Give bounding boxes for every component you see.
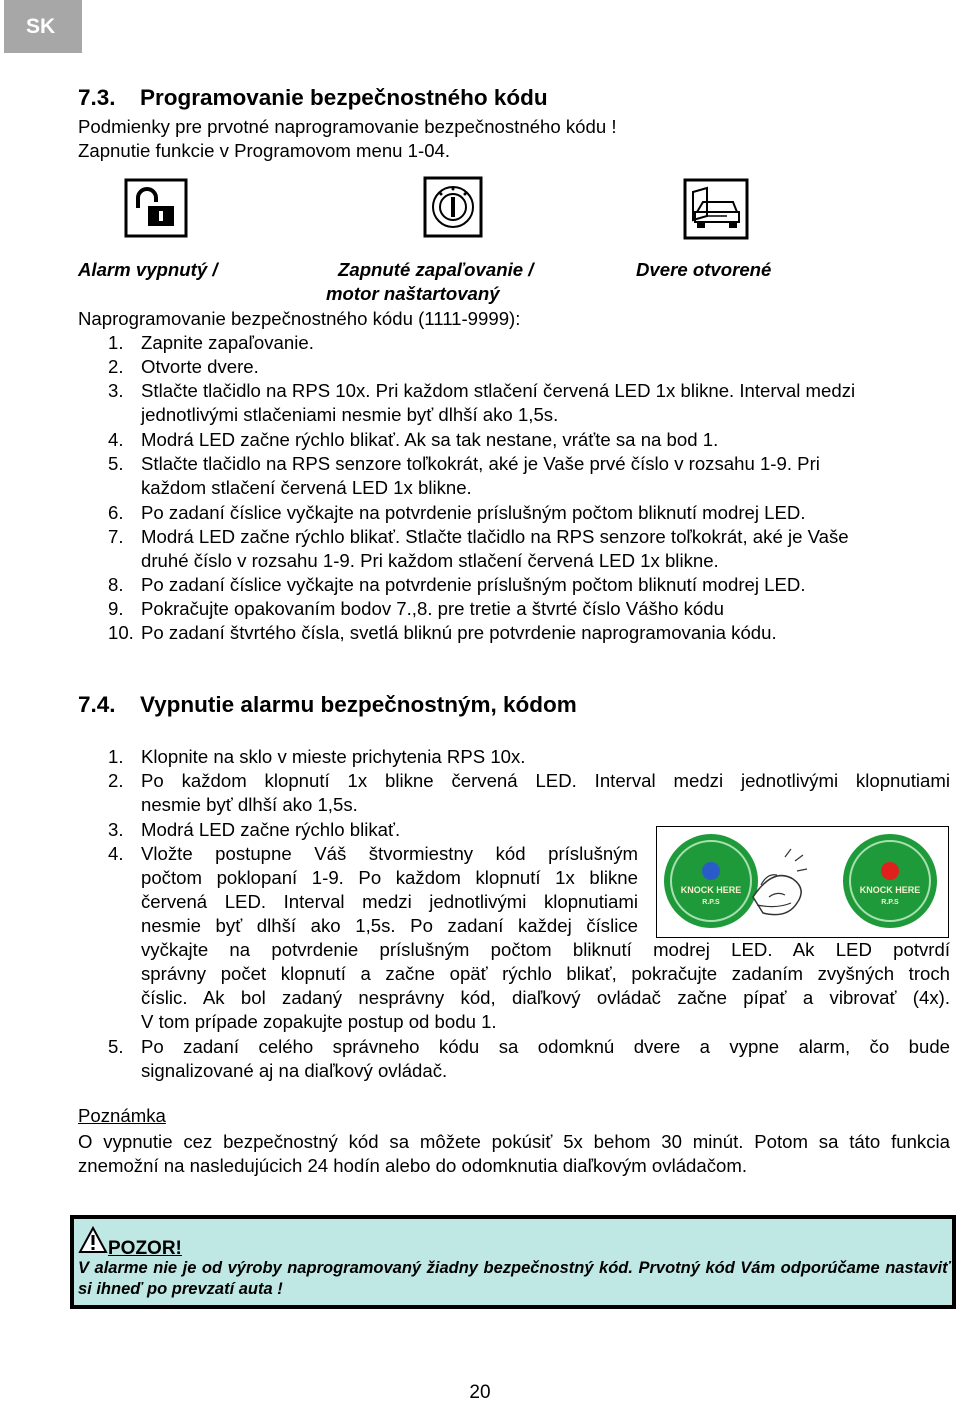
- red-led-icon: [881, 862, 899, 880]
- knocking-hand-icon: [753, 876, 801, 915]
- page-number: 20: [469, 1382, 491, 1403]
- list-item: 1. Zapnite zapaľovanie.: [108, 332, 314, 353]
- warning-title: POZOR!: [108, 1238, 182, 1259]
- note-text: O vypnutie cez bezpečnostný kód sa môžete pokúsiť 5x behom 30 minút. Potom sa táto funkcia znemožní na nasledujúcich 24 hodín alebo do odomknutia diaľkovým ovládačom.: [78, 1131, 950, 1176]
- list-item: 4. Vložte postupne Váš štvormiestny kód príslušným počtom poklopaní 1-9. Po každom klopnutí 1x blikne červená LED. Interval medzi jednotlivými klopnutiami nesmie byť dlhší ako 1,5s. Po zadaní každej číslice: [108, 843, 638, 936]
- list-item: 6. Po zadaní číslice vyčkajte na potvrdenie príslušným počtom bliknutí modrej LED.: [108, 502, 806, 523]
- list-item: 3. Stlačte tlačidlo na RPS 10x. Pri každom stlačení červená LED 1x blikne. Interval medzi jednotlivými stlačeniami nesmie byť dlhší ako 1,5s.: [108, 380, 856, 425]
- label-alarm-off: Alarm vypnutý /: [78, 259, 218, 280]
- knock-sensor-graphic: [657, 827, 947, 936]
- section-title: Programovanie bezpečnostného kódu: [140, 85, 548, 110]
- programming-intro: Naprogramovanie bezpečnostného kódu (1111-9999):: [78, 308, 521, 329]
- alarm-off-padlock-icon: [124, 178, 188, 238]
- open-door-car-icon: [683, 178, 749, 240]
- warning-text: V alarme nie je od výroby naprogramovaný žiadny bezpečnostný kód. Prvotný kód Vám odporúčame nastaviť si ihneď po prevzatí auta !: [78, 1259, 950, 1298]
- note-heading: Poznámka: [78, 1105, 166, 1126]
- section-number: 7.4.: [78, 692, 116, 717]
- knock-label-left: KNOCK HERE: [680, 885, 742, 895]
- section-number: 7.3.: [78, 85, 116, 110]
- green-sensor-circle-right: [843, 834, 937, 928]
- list-item: 5. Po zadaní celého správneho kódu sa odomknú dvere a vypne alarm, čo bude signalizované aj na diaľkový ovládač.: [108, 1036, 950, 1081]
- list-item: 1. Klopnite na sklo v mieste prichytenia RPS 10x.: [108, 746, 526, 767]
- list-item: 7. Modrá LED začne rýchlo blikať. Stlačte tlačidlo na RPS senzore toľkokrát, aké je Vaše druhé číslo v rozsahu 1-9. Pri každom stlačení červená LED 1x blikne.: [108, 526, 849, 571]
- label-door-open: Dvere otvorené: [636, 259, 772, 280]
- list-item: 2. Po každom klopnutí 1x blikne červená LED. Interval medzi jednotlivými klopnutiami nesmie byť dlhší ako 1,5s.: [108, 770, 950, 815]
- list-item: 2. Otvorte dvere.: [108, 356, 259, 377]
- list-item: 5. Stlačte tlačidlo na RPS senzore toľkokrát, aké je Vaše prvé číslo v rozsahu 1-9. Pri každom stlačení červená LED 1x blikne.: [108, 453, 820, 498]
- list-item-continued: vyčkajte na potvrdenie príslušným počtom bliknutí modrej LED. Ak LED potvrdí správny počet klopnutí a začne opäť rýchlo blikať, pokračujte zadaním zvyšných troch číslic. Ak bol zadaný nesprávny kód, diaľkový ovládač začne pípať a vibrovať (4x). V tom prípade zopakujte postup od bodu 1.: [141, 939, 950, 1032]
- condition-line-1: Podmienky pre prvotné naprogramovanie bezpečnostného kódu !: [78, 116, 617, 137]
- blue-led-icon: [702, 862, 720, 880]
- ignition-key-icon: [423, 176, 483, 238]
- knock-label-right: KNOCK HERE: [859, 885, 921, 895]
- condition-line-2: Zapnutie funkcie v Programovom menu 1-04.: [78, 140, 451, 161]
- label-ignition-on: Zapnuté zapaľovanie /: [338, 259, 534, 280]
- list-item: 3. Modrá LED začne rýchlo blikať.: [108, 819, 401, 840]
- warning-triangle-icon: [78, 1226, 108, 1254]
- rps-label-right: R.P.S: [881, 899, 899, 906]
- list-item: 9. Pokračujte opakovaním bodov 7.,8. pre tretie a štvrté číslo Vášho kódu: [108, 598, 724, 619]
- language-badge: SK: [4, 0, 82, 53]
- list-item: 10. Po zadaní štvrtého čísla, svetlá bliknú pre potvrdenie naprogramovania kódu.: [108, 622, 777, 643]
- section-7-4-heading: [78, 693, 577, 717]
- knock-sensor-illustration: [656, 826, 949, 938]
- label-engine-not-started: motor naštartovaný: [326, 283, 500, 304]
- list-item: 8. Po zadaní číslice vyčkajte na potvrdenie príslušným počtom bliknutí modrej LED.: [108, 574, 806, 595]
- section-7-3-heading: [78, 86, 548, 110]
- list-item: 4. Modrá LED začne rýchlo blikať. Ak sa tak nestane, vráťte sa na bod 1.: [108, 429, 719, 450]
- section-title: Vypnutie alarmu bezpečnostným, kódom: [140, 692, 577, 717]
- green-sensor-circle-left: [664, 834, 758, 928]
- rps-label-left: R.P.S: [702, 899, 720, 906]
